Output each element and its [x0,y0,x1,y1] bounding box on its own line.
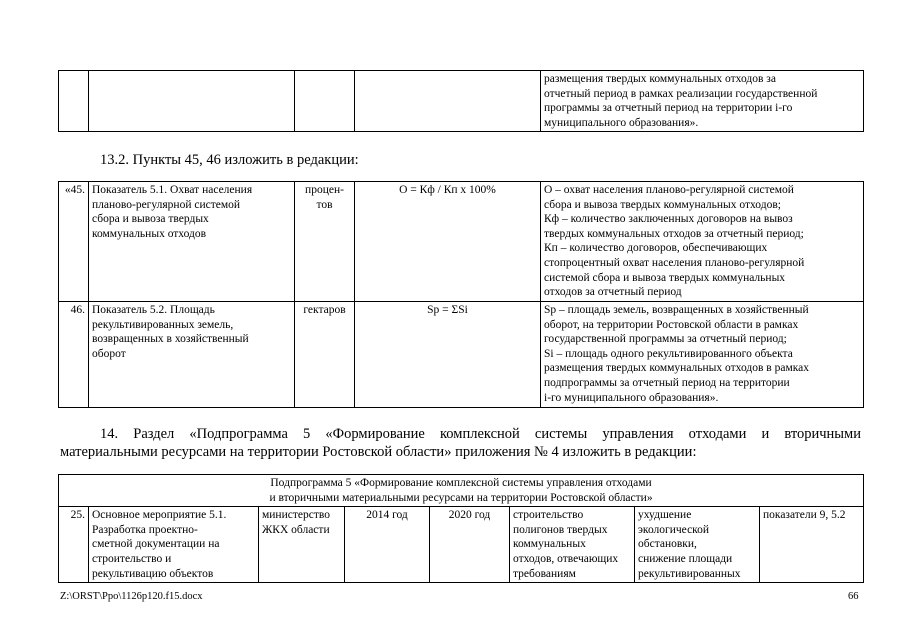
text-line: рекультивацию объектов [92,567,214,580]
expected-result [510,507,635,583]
text-line: экологической [638,523,710,536]
page-number: 66 [848,591,859,602]
formula: Sp = ΣSi [355,302,541,408]
row-number: «45. [59,182,89,302]
text-line: обстановки, [638,538,697,551]
start-year: 2014 год [345,507,430,583]
unit [295,302,355,408]
text-line: размещения твердых коммунальных отходов в рамках [544,362,809,375]
text-line: Кф – количество заключенных договоров на вывоз [544,213,793,226]
text-line: Si – площадь одного рекультивированного объекта [544,347,793,360]
cell-name [89,71,295,132]
unit [295,182,355,302]
text-line: строительство и [92,552,172,565]
text-line: коммунальных отходов [92,227,207,240]
end-year: 2020 год [430,507,510,583]
text-line: оборот, на территории Ростовской области в рамках [544,318,799,331]
text-line: полигонов твердых [513,523,608,536]
text-line: рекультивированных [638,567,741,580]
text-line: отчетный период в рамках реализации государственной [544,87,818,100]
footer-file-path: Z:\ORST\Ppo\1126p120.f15.docx [60,591,203,602]
text-line: тов [316,198,333,211]
formula: О = Кф / Кп х 100% [355,182,541,302]
text-line: Подпрограмма 5 «Формирование комплексной системы управления отходами [270,477,652,489]
text-line: муниципального образования». [544,116,699,129]
text-line: снижение площади [638,552,733,565]
cell-num [59,71,89,132]
related-indicators: показатели 9, 5.2 [760,507,864,583]
cell-formula [355,71,541,132]
text-line: сметной документации на [92,538,220,551]
text-line: Sp – площадь земель, возвращенных в хозяйственный [544,304,809,316]
indicator-name [89,182,295,302]
consequences [635,507,760,583]
cell-unit [295,71,355,132]
table-indicators [58,181,864,408]
paragraph-14 [60,425,861,461]
text-line: планово-регулярной системой [92,198,241,211]
text-line: размещения твердых коммунальных отходов за [544,73,776,85]
text-line: Основное мероприятие 5.1. [92,509,227,522]
text-line: Показатель 5.2. Площадь [92,304,215,316]
text-line: подпрограммы за отчетный период на территории [544,376,790,389]
text-line: рекультивированных земель, [92,318,234,331]
row-number: 25. [59,507,89,583]
table-row [59,507,864,583]
text-line: ЖКХ области [262,523,330,536]
subprogram-title [59,475,864,507]
text-line: ухудшение [638,509,692,522]
text-line: гектаров [303,304,346,316]
indicator-name [89,302,295,408]
text-line: О – охват населения планово-регулярной системой [544,184,794,196]
table-row [59,302,864,408]
text-line: процен- [305,184,344,196]
text-line: возвращенных в хозяйственный [92,333,249,346]
text-line: оборот [92,347,126,360]
cell-description [541,71,864,132]
paragraph-13-2: 13.2. Пункты 45, 46 изложить в редакции: [100,152,359,168]
table-row [59,182,864,302]
text-line: Разработка проектно- [92,523,198,536]
text-line: твердых коммунальных отходов за отчетный период; [544,227,804,240]
table-subprogram [58,474,864,583]
text-line: i-го муниципального образования». [544,391,719,404]
text-line: и вторичными материальными ресурсами на территории Ростовской области» [269,491,653,504]
text-line: министерство [262,509,330,522]
paragraph-line: 14. Раздел «Подпрограмма 5 «Формирование комплексной системы управления отходами и вторичными [100,426,861,442]
text-line: стопроцентный охват населения планово-регулярной [544,256,805,269]
text-line: коммунальных [513,538,586,551]
text-line: требованиям [513,567,576,580]
text-line: сбора и вывоза твердых [92,213,209,226]
subprogram-header-row [59,475,864,507]
table-top-row [59,71,864,132]
text-line: Показатель 5.1. Охват населения [92,184,253,196]
table-top [58,70,864,132]
formula-description [541,302,864,408]
formula-description [541,182,864,302]
executor [259,507,345,583]
text-line: сбора и вывоза твердых коммунальных отходов; [544,198,781,211]
paragraph-line: материальными ресурсами на территории Ростовской области» приложения № 4 изложить в редакции: [60,444,697,460]
event-name [89,507,259,583]
text-line: программы за отчетный период на территории i-го [544,102,793,115]
text-line: государственной программы за отчетный период; [544,333,787,346]
text-line: строительство [513,509,584,522]
text-line: отходов, отвечающих [513,552,619,565]
text-line: Кп – количество договоров, обеспечивающих [544,242,768,255]
row-number: 46. [59,302,89,408]
text-line: отходов за отчетный период [544,286,682,299]
text-line: системой сбора и вывоза твердых коммунальных [544,271,786,284]
